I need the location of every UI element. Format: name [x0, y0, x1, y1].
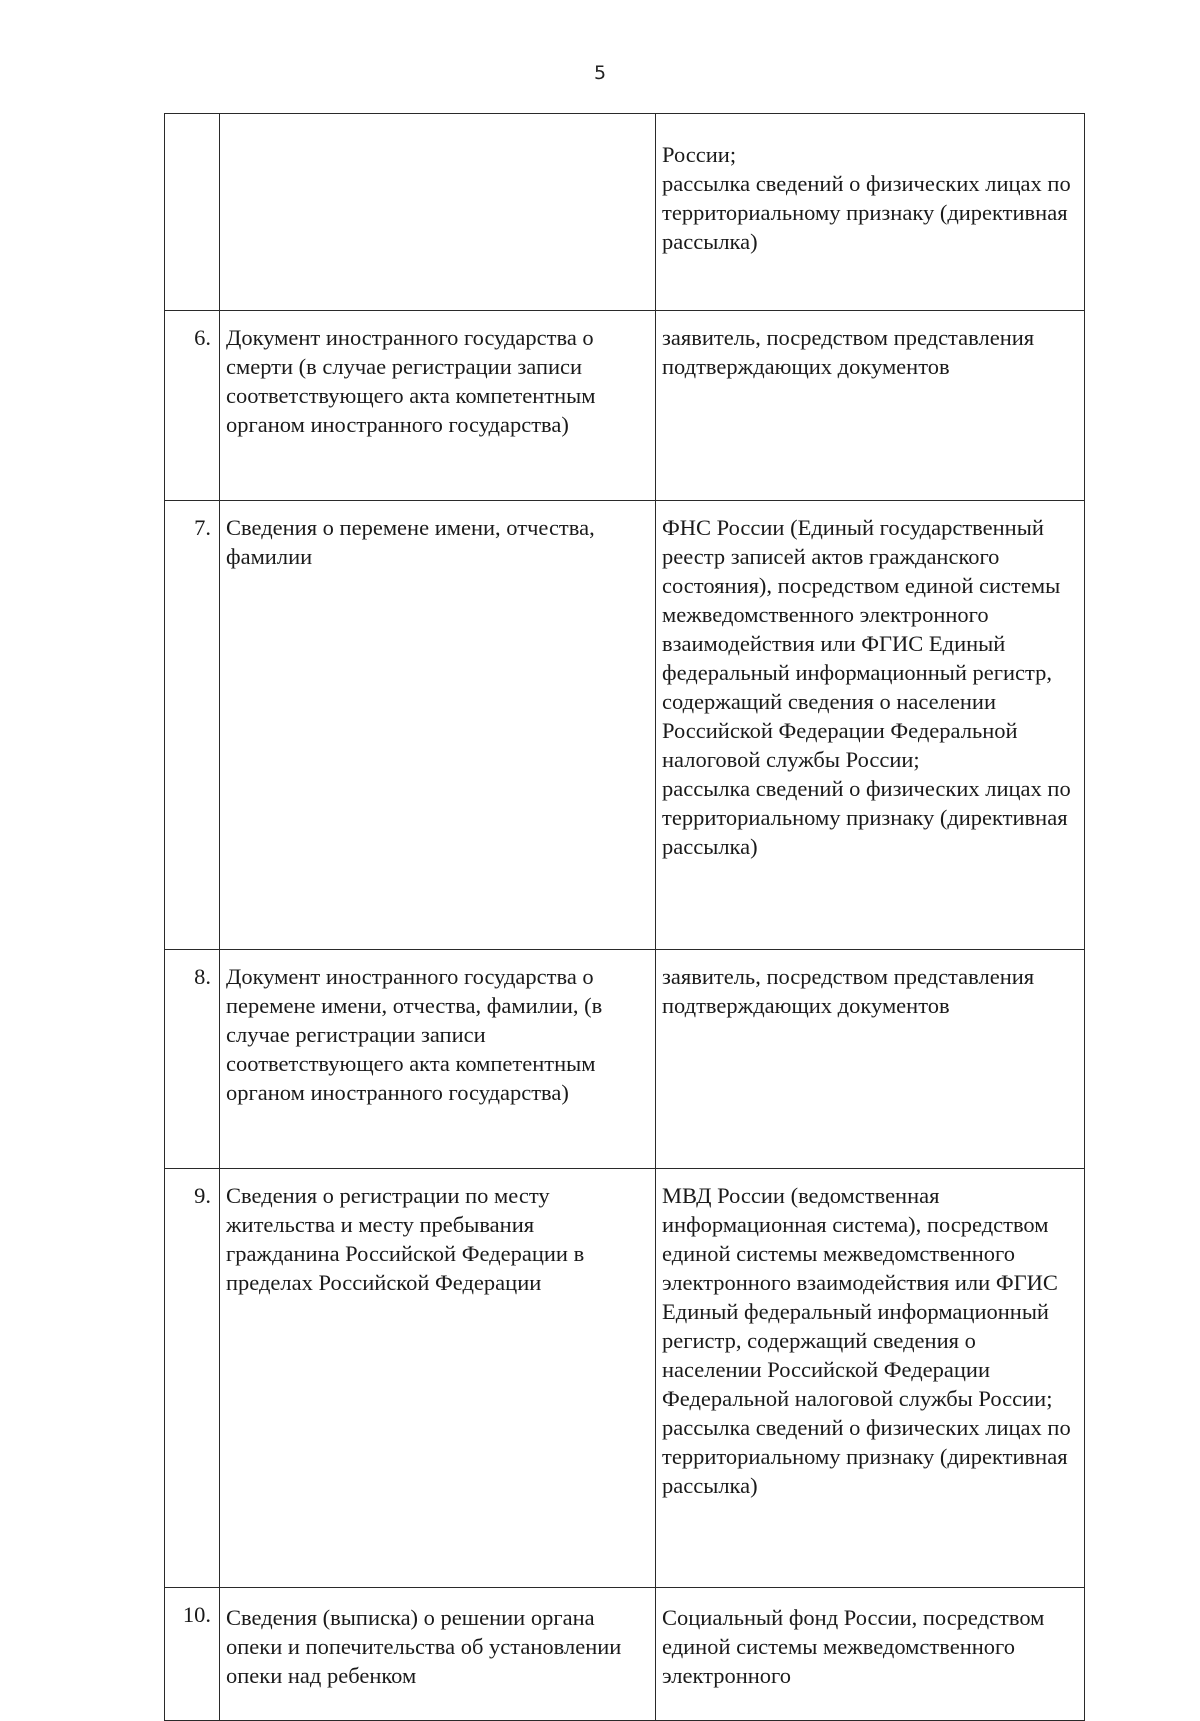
page-number: 5 [593, 62, 607, 84]
table-row [165, 501, 1085, 950]
row-number [165, 114, 220, 311]
row-number: 6. [165, 311, 220, 501]
source-cell: Социальный фонд России, посредством единой системы межведомственного электронного [656, 1588, 1085, 1721]
document-cell: Сведения о регистрации по месту жительства и месту пребывания гражданина Российской Федерации в пределах Российской Федерации [220, 1169, 656, 1588]
row-number: 9. [165, 1169, 220, 1588]
source-cell: заявитель, посредством представления подтверждающих документов [656, 311, 1085, 501]
row-number: 10. [165, 1588, 220, 1721]
table-row [165, 1588, 1085, 1721]
table-row [165, 1169, 1085, 1588]
document-cell: Сведения (выписка) о решении органа опеки и попечительства об установлении опеки над ребенком [220, 1588, 656, 1721]
row-number: 7. [165, 501, 220, 950]
row-number: 8. [165, 950, 220, 1169]
table-row [165, 311, 1085, 501]
documents-table [164, 113, 1085, 1721]
table-row [165, 114, 1085, 311]
document-cell [220, 114, 656, 311]
document-cell: Документ иностранного государства о перемене имени, отчества, фамилии, (в случае регистрации записи соответствующего акта компетентным органом иностранного государства) [220, 950, 656, 1169]
table-row [165, 950, 1085, 1169]
source-cell: МВД России (ведомственная информационная система), посредством единой системы межведомственного электронного взаимодействия или ФГИС Единый федеральный информационный регистр, содержащий сведения о населении Российской Федерации Федеральной налоговой службы России; рассылка сведений о физических лицах по территориальному признаку (директивная рассылка) [656, 1169, 1085, 1588]
document-cell: Документ иностранного государства о смерти (в случае регистрации записи соответствующего акта компетентным органом иностранного государства) [220, 311, 656, 501]
source-cell: ФНС России (Единый государственный реестр записей актов гражданского состояния), посредством единой системы межведомственного электронного взаимодействия или ФГИС Единый федеральный информационный регистр, содержащий сведения о населении Российской Федерации Федеральной налоговой службы России; рассылка сведений о физических лицах по территориальному признаку (директивная рассылка) [656, 501, 1085, 950]
source-cell: России; рассылка сведений о физических лицах по территориальному признаку (директивная рассылка) [656, 114, 1085, 311]
source-cell: заявитель, посредством представления подтверждающих документов [656, 950, 1085, 1169]
document-cell: Сведения о перемене имени, отчества, фамилии [220, 501, 656, 950]
